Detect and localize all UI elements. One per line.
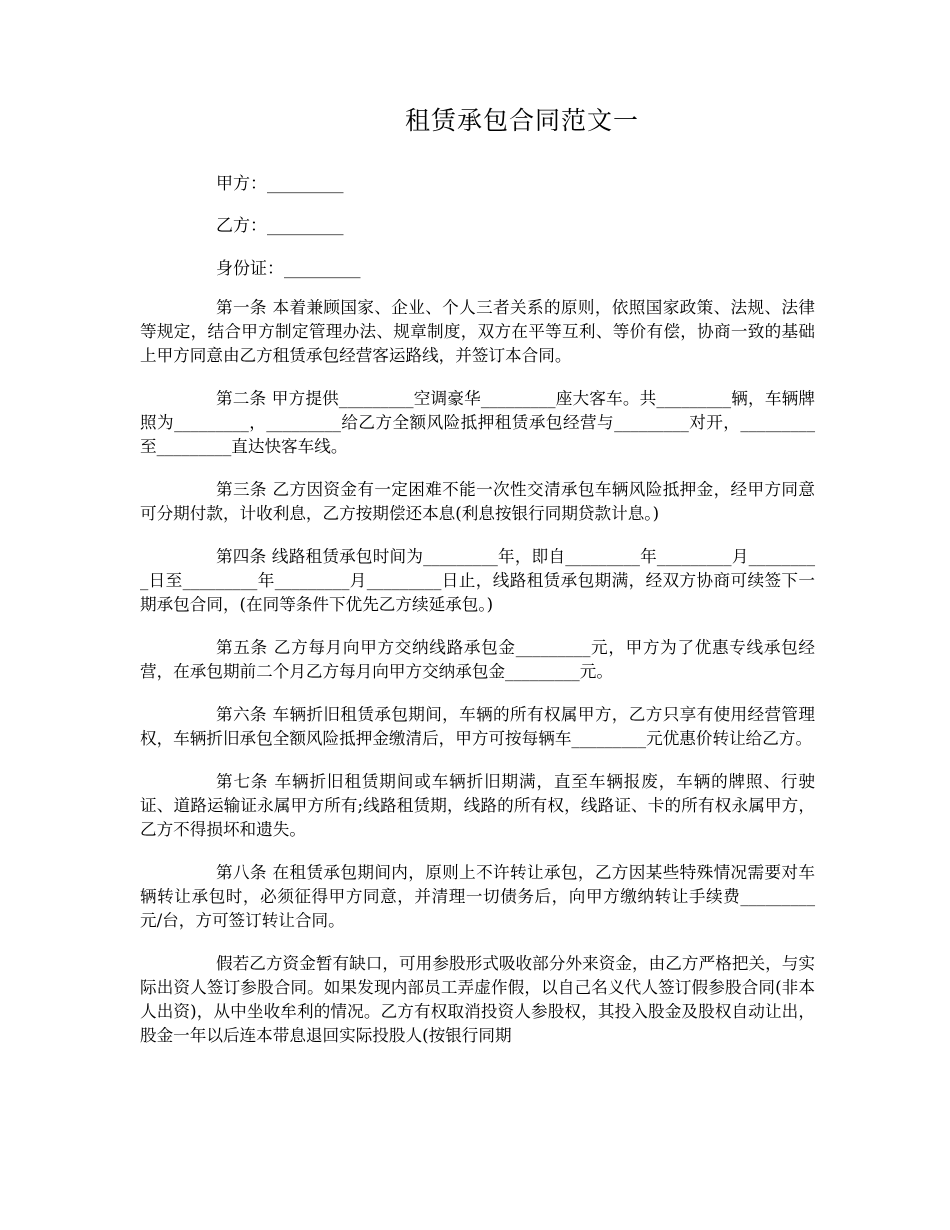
article-1: 第一条 本着兼顾国家、企业、个人三者关系的原则，依照国家政策、法规、法律等规定，结合甲方制定管理办法、规章制度，双方在平等互利、等价有偿，协商一致的基础上甲方同意由乙方租赁承包经营客运路线，并签订本合同。: [140, 298, 815, 365]
contract-body: [140, 296, 815, 1067]
article-7: 第七条 车辆折旧租赁期间或车辆折旧期满，直至车辆报废，车辆的牌照、行驶证、道路运输证永属甲方所有;线路租赁期，线路的所有权，线路证、卡的所有权永属甲方，乙方不得损坏和遗失。: [140, 772, 815, 839]
article-6: 第六条 车辆折旧租赁承包期间，车辆的所有权属甲方，乙方只享有使用经营管理权，车辆折旧承包全额风险抵押金缴清后，甲方可按每辆车_________元优惠价转让给乙方。: [140, 705, 815, 748]
article-8-supplement: 假若乙方资金暂有缺口，可用参股形式吸收部分外来资金，由乙方严格把关，与实际出资人签订参股合同。如果发现内部员工弄虚作假，以自己名义代人签订假参股合同(非本人出资)，从中坐收牟利的情况。乙方有权取消投资人参股权，其投入股金及股权自动让出，股金一年以后连本带息退回实际投股人(按银行同期: [140, 954, 815, 1045]
id-card-field: 身份证：_________: [216, 259, 361, 279]
article-8: 第八条 在租赁承包期间内，原则上不许转让承包，乙方因某些特殊情况需要对车辆转让承包时，必须征得甲方同意，并清理一切债务后，向甲方缴纳转让手续费_________元/台，方可签订转让合同。: [140, 863, 815, 930]
article-2: 第二条 甲方提供_________空调豪华_________座大客车。共_________辆，车辆牌照为_________，_________给乙方全额风险抵押租赁承包经营与_________对开，_________至_________直达快客车线。: [140, 389, 815, 456]
article-3: 第三条 乙方因资金有一定困难不能一次性交清承包车辆风险抵押金，经甲方同意可分期付款，计收利息，乙方按期偿还本息(利息按银行同期贷款计息。): [140, 480, 815, 523]
article-5: 第五条 乙方每月向甲方交纳线路承包金_________元，甲方为了优惠专线承包经营，在承包期前二个月乙方每月向甲方交纳承包金_________元。: [140, 638, 815, 681]
party-b-field: 乙方：_________: [216, 216, 344, 236]
document-title: 租赁承包合同范文一: [404, 106, 639, 135]
party-a-field: 甲方：_________: [216, 174, 344, 194]
article-4: 第四条 线路租赁承包时间为_________年，即自_________年_________月_________日至_________年_________月_________日止，线路租赁承包期满，经双方协商可续签下一期承包合同，(在同等条件下优先乙方续延承包。): [140, 547, 815, 614]
